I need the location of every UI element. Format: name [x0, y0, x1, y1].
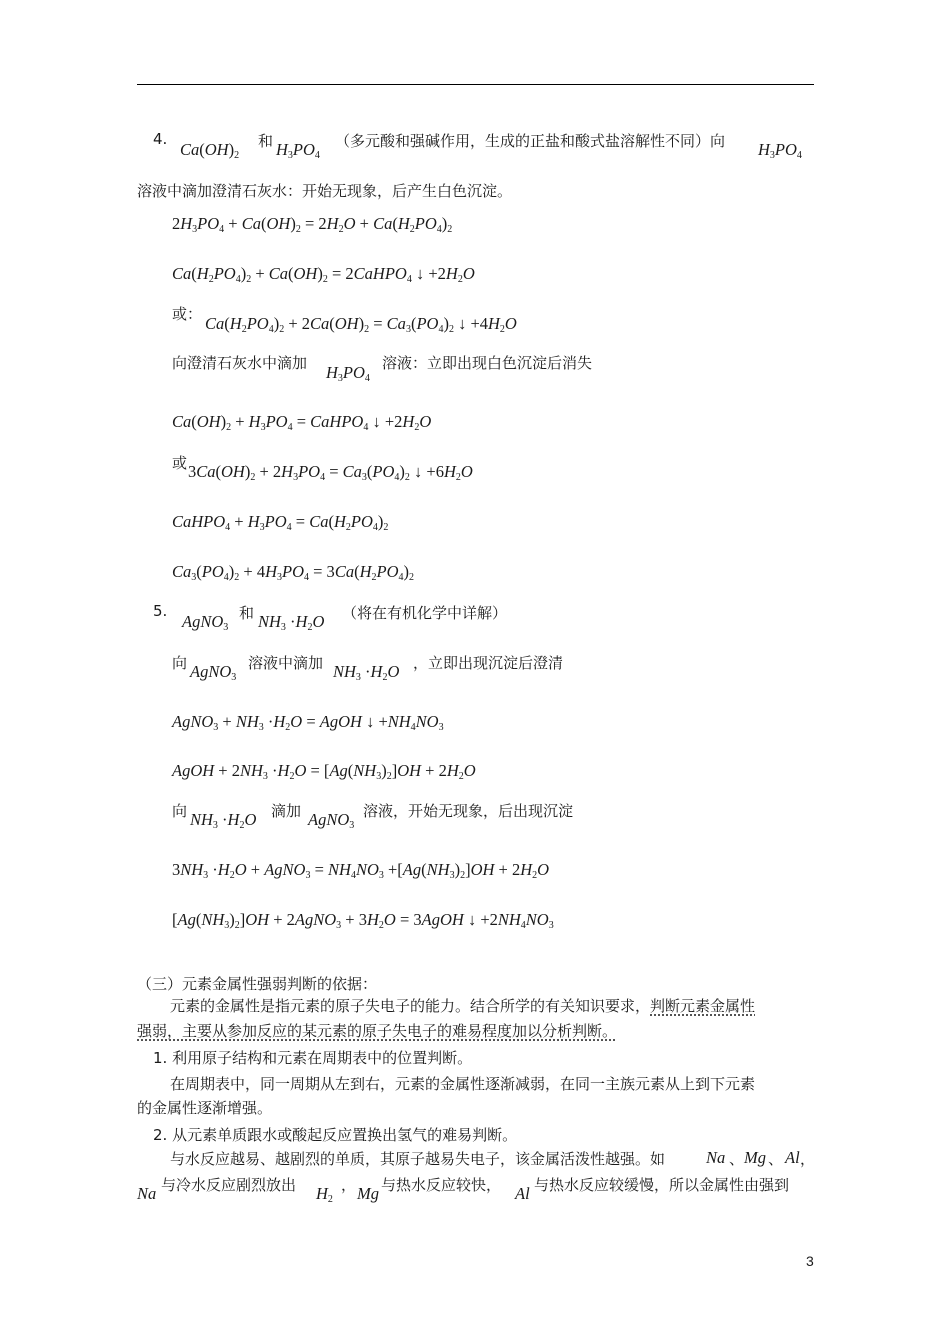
formula-nh3h2o: $NH_3 \cdot H_2O$	[333, 662, 400, 683]
equation: AgOH + $2NH_3 \cdot H_2O = [Ag(NH_3)_2]OH + 2H_2O$	[172, 761, 476, 782]
equation: $3NH_3 \cdot H_2O$ + AgNO$_3$ = $NH_4NO_3 +[Ag(NH_3)_2]OH + 2H_2O$	[172, 860, 550, 881]
item-5-number: 5.	[153, 602, 168, 620]
equation: $Ca(OH)_2 + H_3PO_4$ = CaHPO$_4$ ↓ $+2H_2O$	[172, 412, 432, 433]
paragraph: 与水反应越易、越剧烈的单质，其原子越易失电子，该金属活泼性越强。如	[170, 1150, 666, 1168]
item-4-and: 和	[258, 132, 274, 150]
separator: 、	[768, 1150, 784, 1168]
formula-h2: $H_2$	[316, 1184, 333, 1205]
formula-agno3: AgNO$_3$	[308, 810, 355, 831]
paragraph: 的金属性逐渐增强。	[137, 1099, 273, 1117]
separator: 、	[729, 1150, 745, 1168]
element-na: Na	[137, 1184, 157, 1203]
separator: ，	[341, 1176, 357, 1194]
or-label: 或	[172, 454, 188, 472]
formula-h3po4: $H_3PO_4$	[326, 363, 370, 384]
item-4-line-2: 溶液中滴加澄清石灰水：开始无现象，后产生白色沉淀。	[137, 182, 513, 200]
item-5-p1-c: ，立即出现沉淀后澄清	[413, 654, 564, 672]
item-5-p1-b: 溶液中滴加	[248, 654, 324, 672]
item-4-note: （多元酸和强碱作用，生成的正盐和酸式盐溶解性不同）向	[335, 132, 726, 150]
formula-caoh2: $Ca(OH)_2$	[180, 140, 240, 161]
element-al: Al	[515, 1184, 530, 1203]
element-al: Al	[785, 1148, 800, 1167]
item-5-p2-c: 溶液，开始无现象，后出现沉淀	[363, 802, 574, 820]
formula-h3po4: $H_3PO_4$	[758, 140, 802, 161]
sub-intro: 向澄清石灰水中滴加	[172, 354, 308, 372]
equation: $[Ag(NH_3)_2]OH$ + 2AgNO$_3$ + $3H_2O$ = 3AgOH ↓ $+2NH_4NO_3$	[172, 910, 554, 931]
element-mg: Mg	[744, 1148, 766, 1167]
formula-agno3: AgNO$_3$	[182, 612, 229, 633]
element-na: Na	[706, 1148, 726, 1167]
equation: $Ca_3(PO_4)_2 + 4H_3PO_4 = 3Ca(H_2PO_4)_2$	[172, 562, 414, 583]
item-5-p1-a: 向	[172, 654, 188, 672]
or-label: 或：	[172, 305, 203, 323]
equation: $Ca(H_2PO_4)_2 + 2Ca(OH)_2 = Ca_3(PO_4)_2$ ↓ $+4H_2O$	[205, 314, 517, 335]
equation: CaHPO$_4$ + $H_3PO_4 = Ca(H_2PO_4)_2$	[172, 512, 389, 533]
item-5-and: 和	[239, 604, 255, 622]
formula-nh3h2o: $NH_3 \cdot H_2O$	[190, 810, 257, 831]
page-number: 3	[806, 1253, 814, 1269]
item-4-number: 4.	[153, 130, 168, 148]
separator: ，	[800, 1150, 816, 1168]
section-heading: （三）元素金属性强弱判断的依据：	[137, 975, 378, 993]
list-item-2: 2. 从元素单质跟水或酸起反应置换出氢气的难易判断。	[153, 1126, 518, 1144]
paragraph: 与冷水反应剧烈放出	[161, 1176, 297, 1194]
formula-agno3: AgNO$_3$	[190, 662, 237, 683]
element-mg: Mg	[357, 1184, 379, 1203]
equation: AgNO$_3$ + $NH_3 \cdot H_2O$ = AgOH ↓ $+NH_4NO_3$	[172, 712, 444, 733]
sub-intro-tail: 溶液：立即出现白色沉淀后消失	[382, 354, 593, 372]
item-5-p2-a: 向	[172, 802, 188, 820]
formula-nh3h2o: $NH_3 \cdot H_2O$	[258, 612, 325, 633]
list-item-1: 1. 利用原子结构和元素在周期表中的位置判断。	[153, 1049, 473, 1067]
item-5-note: （将在有机化学中详解）	[342, 604, 508, 622]
item-5-p2-b: 滴加	[271, 802, 302, 820]
formula-h3po4: $H_3PO_4$	[276, 140, 320, 161]
paragraph: 与热水反应较快，	[381, 1176, 502, 1194]
equation: $Ca(H_2PO_4)_2 + Ca(OH)_2$ = 2CaHPO$_4$ ↓ $+2H_2O$	[172, 264, 475, 285]
equation: $3Ca(OH)_2 + 2H_3PO_4 = Ca_3(PO_4)_2$ ↓ $+6H_2O$	[188, 462, 473, 483]
paragraph: 与热水反应较缓慢，所以金属性由强到	[534, 1176, 790, 1194]
paragraph: 强弱，主要从参加反应的某元素的原子失电子的难易程度加以分析判断。	[137, 1022, 618, 1040]
paragraph: 在周期表中，同一周期从左到右，元素的金属性逐渐减弱，在同一主族元素从上到下元素	[170, 1075, 756, 1093]
equation: $2H_3PO_4 + Ca(OH)_2 = 2H_2O + Ca(H_2PO_4)_2$	[172, 214, 453, 235]
paragraph: 元素的金属性是指元素的原子失电子的能力。结合所学的有关知识要求，判断元素金属性	[170, 997, 756, 1015]
header-rule	[137, 84, 814, 85]
